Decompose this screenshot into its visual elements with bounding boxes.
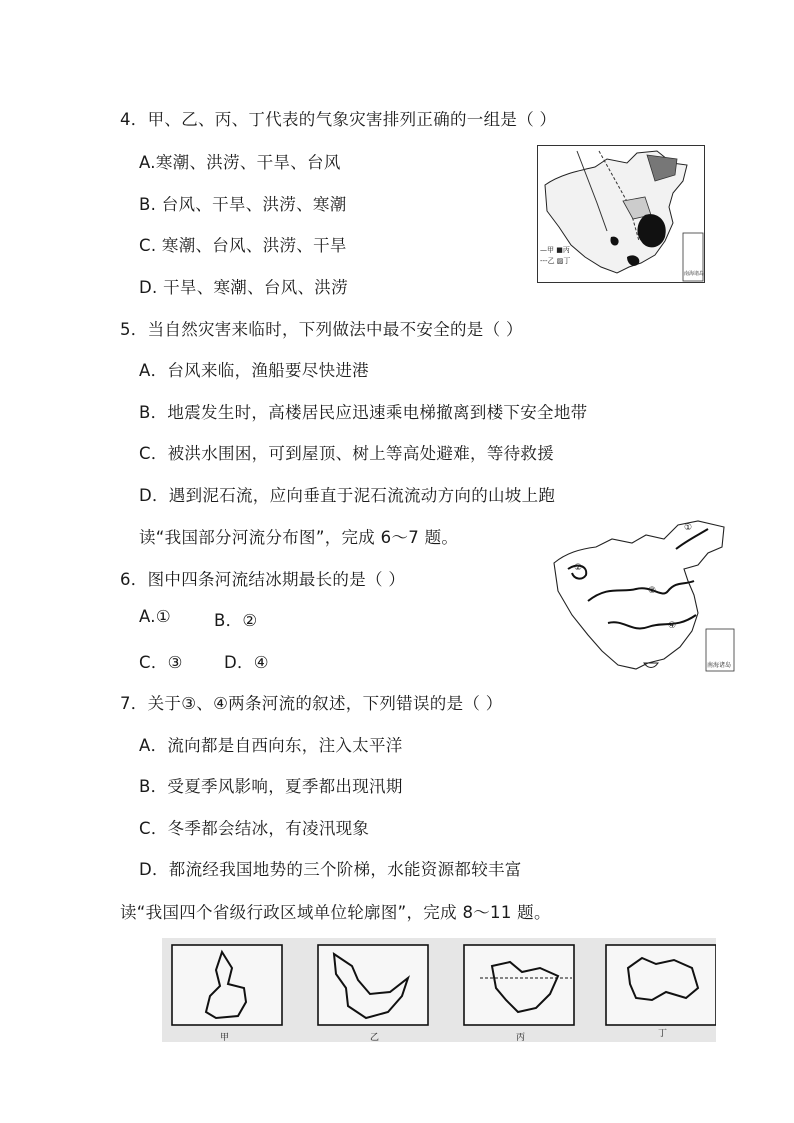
province-label-yi: 乙 [370, 1033, 380, 1043]
q5-option-b: B．地震发生时，高楼居民应迅速乘电梯撤离到楼下安全地带 [139, 403, 588, 422]
q6-option-b: B．② [214, 611, 258, 630]
q4-option-d: D. 干旱、寒潮、台风、洪涝 [139, 278, 348, 297]
legend-yi: 乙 [547, 257, 555, 265]
q6-stem: 6．图中四条河流结冰期最长的是（ ） [120, 570, 406, 589]
legend-jia: 甲 [547, 246, 554, 254]
province-outlines-svg [162, 938, 716, 1042]
q7-option-d: D．都流经我国地势的三个阶梯，水能资源都较丰富 [139, 860, 522, 879]
province-outlines-figure [162, 938, 716, 1042]
q7-stem: 7．关于③、④两条河流的叙述，下列错误的是（ ） [120, 694, 503, 713]
river-label-4: ④ [668, 621, 677, 631]
river-map [548, 519, 738, 679]
q6-option-d: D．④ [224, 653, 269, 672]
q4-option-c: C. 寒潮、台风、洪涝、干旱 [139, 236, 347, 255]
river-label-1: ① [684, 523, 693, 533]
province-label-ding: 丁 [658, 1029, 668, 1039]
q5-stem: 5．当自然灾害来临时，下列做法中最不安全的是（ ） [120, 320, 523, 339]
province-label-bing: 丙 [516, 1033, 526, 1043]
river-map-china-outline [554, 521, 724, 669]
q7-option-a: A．流向都是自西向东，注入太平洋 [139, 736, 403, 755]
disaster-map [537, 145, 705, 283]
q4-option-a: A.寒潮、洪涝、干旱、台风 [139, 153, 341, 172]
q7-option-b: B．受夏季风影响，夏季都出现汛期 [139, 777, 403, 796]
q6-option-a: A.① [139, 607, 171, 626]
disaster-map-inset-label: 南海诸岛 [684, 271, 705, 277]
intro-6-7: 读“我国部分河流分布图”，完成 6～7 题。 [139, 528, 459, 547]
river-map-inset-label: 南海诸岛 [707, 662, 732, 669]
q7-option-c: C．冬季都会结冰，有凌汛现象 [139, 819, 370, 838]
q5-option-a: A．台风来临，渔船要尽快进港 [139, 361, 369, 380]
q5-option-c: C．被洪水围困，可到屋顶、树上等高处避难，等待救援 [139, 444, 555, 463]
river-map-svg [548, 519, 738, 679]
q6-option-c: C．③ [139, 653, 183, 672]
legend-ding: 丁 [563, 257, 571, 265]
province-label-jia: 甲 [220, 1033, 230, 1043]
q5-option-d: D．遇到泥石流，应向垂直于泥石流流动方向的山坡上跑 [139, 486, 556, 505]
river-label-3: ③ [648, 586, 657, 596]
disaster-map-legend: —甲 ■丙 ---乙 ▨丁 [540, 246, 571, 265]
q4-option-b: B. 台风、干旱、洪涝、寒潮 [139, 195, 347, 214]
legend-bing: 丙 [562, 246, 570, 254]
q4-stem: 4．甲、乙、丙、丁代表的气象灾害排列正确的一组是（ ） [120, 110, 557, 129]
intro-8-11: 读“我国四个省级行政区域单位轮廓图”，完成 8～11 题。 [120, 903, 551, 922]
river-label-2: ② [574, 563, 583, 573]
